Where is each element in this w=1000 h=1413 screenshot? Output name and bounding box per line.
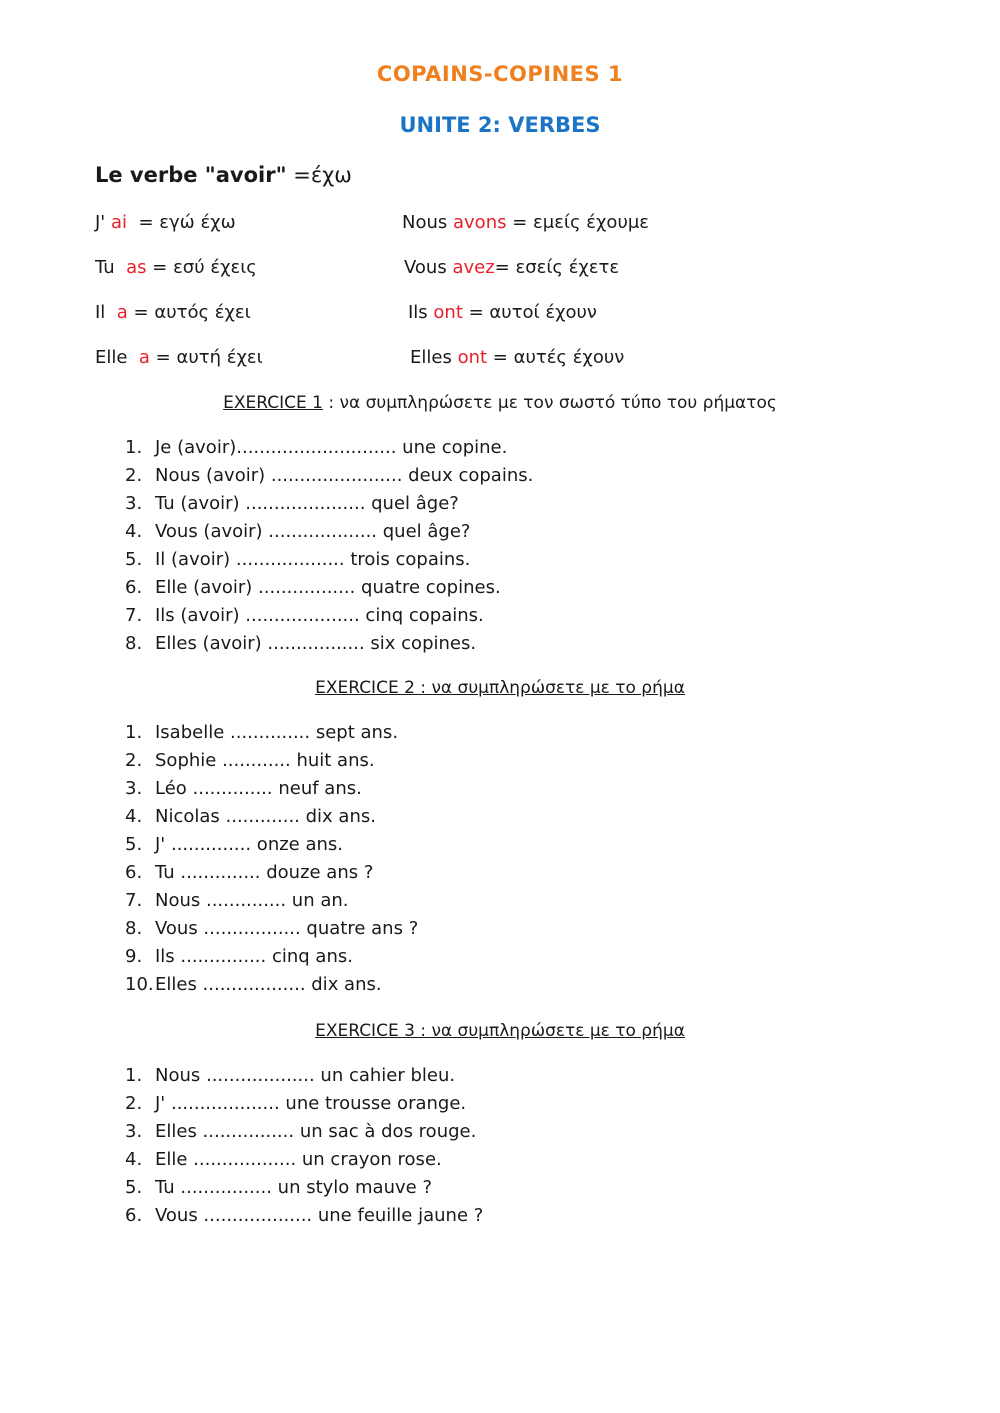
list-item	[125, 1202, 483, 1230]
verb-form: avons	[453, 212, 507, 233]
list-item	[125, 434, 533, 462]
item-number: 2.	[125, 750, 143, 771]
item-number: 5.	[125, 1177, 143, 1198]
exercise-3-heading	[0, 1021, 1000, 1041]
item-text: Nous (avoir) ....................... deux copains.	[155, 465, 534, 486]
item-text: Elle .................. un crayon rose.	[155, 1149, 442, 1170]
verb-heading-bold: Le verbe "avoir"	[95, 163, 287, 187]
translation: = αυτός έχει	[127, 302, 251, 323]
list-item	[125, 915, 418, 943]
verb-heading	[95, 163, 352, 187]
item-text: Vous (avoir) ................... quel âge?	[155, 521, 471, 542]
item-number: 3.	[125, 778, 143, 799]
item-number: 2.	[125, 465, 143, 486]
exercise-2-list	[125, 719, 418, 999]
conjugation-ils-ont	[408, 302, 597, 323]
exercise-1-heading	[0, 393, 1000, 413]
verb-form: ai	[110, 212, 128, 233]
pronoun: Elle	[95, 347, 139, 368]
verb-heading-translation: =έχω	[286, 163, 352, 187]
verb-form: avez	[452, 257, 495, 278]
list-item	[125, 1174, 483, 1202]
item-number: 3.	[125, 493, 143, 514]
item-text: Elles .................. dix ans.	[155, 974, 382, 995]
pronoun: Vous	[404, 257, 453, 278]
item-number: 2.	[125, 1093, 143, 1114]
list-item	[125, 574, 533, 602]
item-text: Vous ................. quatre ans ?	[155, 918, 419, 939]
item-text: Ils ............... cinq ans.	[155, 946, 353, 967]
exercise-1-list	[125, 434, 533, 658]
item-number: 8.	[125, 633, 143, 654]
verb-form: ont	[457, 347, 488, 368]
unit-title: UNITE 2: VERBES	[399, 113, 601, 137]
list-item	[125, 859, 418, 887]
item-text: Vous ................... une feuille jaune ?	[155, 1205, 484, 1226]
item-text: Elle (avoir) ................. quatre copines.	[155, 577, 501, 598]
item-number: 8.	[125, 918, 143, 939]
item-text: Ils (avoir) .................... cinq copains.	[155, 605, 484, 626]
list-item	[125, 719, 418, 747]
list-item	[125, 831, 418, 859]
translation: = εγώ έχω	[127, 212, 236, 233]
translation: = εσείς έχετε	[494, 257, 620, 278]
item-text: Tu (avoir) ..................... quel âge?	[155, 493, 459, 514]
translation: = εμείς έχουμε	[506, 212, 650, 233]
list-item	[125, 546, 533, 574]
pronoun: Ils	[408, 302, 434, 323]
item-number: 4.	[125, 1149, 143, 1170]
item-text: Nicolas ............. dix ans.	[155, 806, 376, 827]
item-text: Tu ................ un stylo mauve ?	[155, 1177, 432, 1198]
item-number: 1.	[125, 437, 143, 458]
item-number: 6.	[125, 577, 143, 598]
item-text: Isabelle .............. sept ans.	[155, 722, 399, 743]
item-text: J' .............. onze ans.	[155, 834, 344, 855]
item-text: Nous ................... un cahier bleu.	[155, 1065, 456, 1086]
list-item	[125, 747, 418, 775]
exercise-1-instruction: : να συμπληρώσετε με τον σωστό τύπο του ρήματος	[322, 393, 777, 413]
pronoun: J'	[95, 212, 111, 233]
list-item	[125, 602, 533, 630]
exercise-3-title: EXERCICE 3 : να συμπληρώσετε με το ρήμα	[315, 1021, 685, 1041]
list-item	[125, 943, 418, 971]
list-item	[125, 775, 418, 803]
exercise-2-title: EXERCICE 2 : να συμπληρώσετε με το ρήμα	[315, 678, 685, 698]
pronoun: Tu	[95, 257, 127, 278]
list-item	[125, 803, 418, 831]
verb-form: as	[126, 257, 147, 278]
list-item	[125, 887, 418, 915]
item-number: 3.	[125, 1121, 143, 1142]
verb-form: ont	[433, 302, 463, 323]
list-item	[125, 1062, 483, 1090]
list-item	[125, 630, 533, 658]
exercise-3-list	[125, 1062, 483, 1230]
item-text: Léo .............. neuf ans.	[155, 778, 362, 799]
item-number: 1.	[125, 722, 143, 743]
conjugation-tu-as	[95, 257, 257, 278]
pronoun: Elles	[410, 347, 458, 368]
pronoun: Nous	[402, 212, 453, 233]
item-number: 9.	[125, 946, 143, 967]
list-item	[125, 518, 533, 546]
conjugation-il-a	[95, 302, 251, 323]
list-item	[125, 490, 533, 518]
verb-form: a	[138, 347, 150, 368]
conjugation-j-ai	[95, 212, 236, 233]
conjugation-elles-ont	[410, 347, 624, 368]
pronoun: Il	[95, 302, 117, 323]
conjugation-vous-avez	[404, 257, 619, 278]
item-text: Tu .............. douze ans ?	[155, 862, 374, 883]
item-number: 5.	[125, 834, 143, 855]
item-text: Nous .............. un an.	[155, 890, 349, 911]
item-text: Sophie ............ huit ans.	[155, 750, 375, 771]
item-number: 10.	[125, 974, 154, 995]
exercise-2-heading	[0, 678, 1000, 698]
item-number: 6.	[125, 1205, 143, 1226]
item-number: 7.	[125, 605, 143, 626]
translation: = αυτή έχει	[149, 347, 263, 368]
worksheet-title: COPAINS-COPINES 1	[376, 62, 624, 86]
item-number: 4.	[125, 806, 143, 827]
item-number: 5.	[125, 549, 143, 570]
item-number: 6.	[125, 862, 143, 883]
translation: = εσύ έχεις	[146, 257, 257, 278]
exercise-1-title: EXERCICE 1	[223, 393, 323, 413]
list-item	[125, 462, 533, 490]
item-text: Je (avoir)............................ une copine.	[155, 437, 508, 458]
item-text: Il (avoir) ................... trois copains.	[155, 549, 471, 570]
item-number: 4.	[125, 521, 143, 542]
list-item	[125, 1118, 483, 1146]
list-item	[125, 1090, 483, 1118]
verb-form: a	[116, 302, 128, 323]
item-text: J' ................... une trousse orange.	[155, 1093, 467, 1114]
item-number: 1.	[125, 1065, 143, 1086]
list-item	[125, 971, 418, 999]
translation: = αυτές έχουν	[487, 347, 625, 368]
item-text: Elles (avoir) ................. six copines.	[155, 633, 477, 654]
item-number: 7.	[125, 890, 143, 911]
list-item	[125, 1146, 483, 1174]
translation: = αυτοί έχουν	[462, 302, 597, 323]
conjugation-nous-avons	[402, 212, 649, 233]
conjugation-elle-a	[95, 347, 263, 368]
item-text: Elles ................ un sac à dos rouge.	[155, 1121, 477, 1142]
